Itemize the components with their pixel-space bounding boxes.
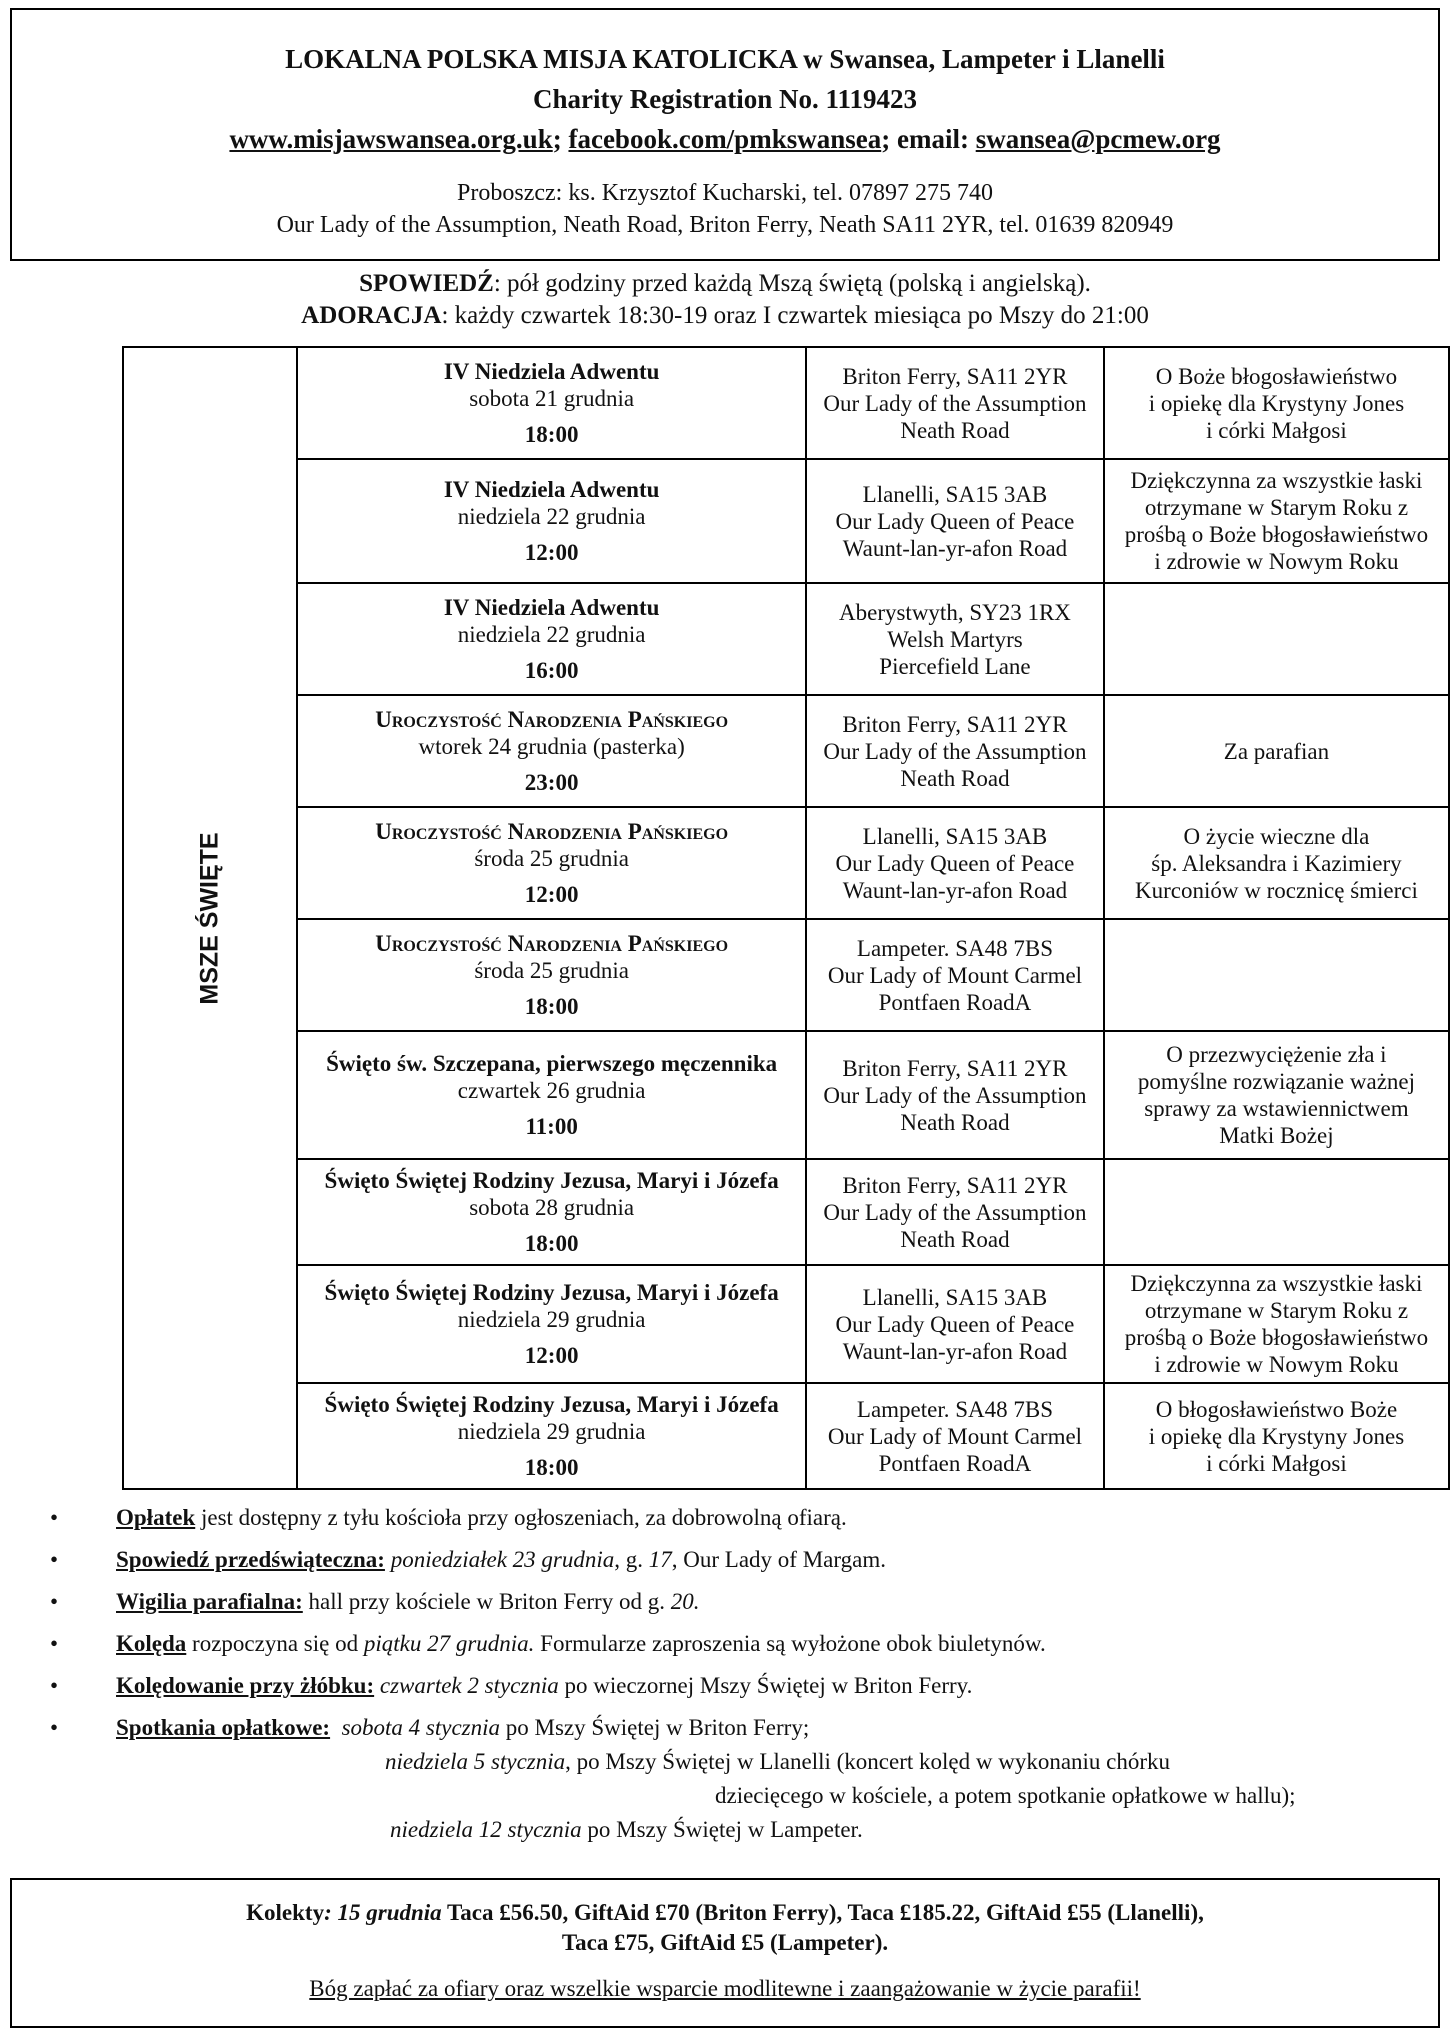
table-row [123,1383,1449,1489]
intention-line: O błogosławieństwo Boże [1155,1396,1398,1422]
event-name: Święto Świętej Rodziny Jezusa, Maryi i Józefa [324,1168,779,1193]
place-line: Piercefield Lane [879,653,1031,679]
intention-cell [1104,459,1449,583]
announcement-date: niedziela 5 stycznia [385,1749,566,1774]
intention-line: Za parafian [1223,738,1330,764]
announcement-text: , g. [614,1547,649,1572]
table-row [123,807,1449,919]
church-address: Our Lady of the Assumption, Neath Road, Briton Ferry, Neath SA11 2YR, tel. 01639 820949 [276,212,1174,238]
table-row [123,583,1449,695]
place-line: Lampeter. SA48 7BS [856,935,1054,961]
intention-line: śp. Aleksandra i Kazimiery [1151,850,1402,876]
event-date: niedziela 22 grudnia [457,504,646,529]
table-row [123,919,1449,1031]
place-line: Aberystwyth, SY23 1RX [839,599,1071,625]
list-item [50,1672,1430,1700]
place-line: Our Lady Queen of Peace [835,508,1075,534]
event-date: czwartek 26 grudnia [457,1078,646,1103]
announcement-hour: 20. [670,1589,700,1614]
event-date: niedziela 29 grudnia [457,1307,646,1332]
announcement-text: Formularze zaproszenia są wyłożone obok biuletynów. [534,1631,1046,1656]
event-time: 18:00 [524,1231,579,1256]
place-cell [806,1031,1104,1159]
event-date: środa 25 grudnia [474,958,629,983]
intention-line: O przezwyciężenie zła i [1166,1042,1387,1067]
event-cell [297,695,806,807]
place-line: Neath Road [900,765,1010,791]
intention-line: i córki Małgosi [1206,417,1347,443]
event-cell [297,1383,806,1489]
event-time: 16:00 [524,658,579,683]
thanks-message: Bóg zapłać za ofiary oraz wszelkie wsparcie modlitewne i zaangażowanie w życie parafii! [309,1976,1141,2001]
place-line: Waunt-lan-yr-afon Road [842,877,1068,903]
intention-line: sprawy za wstawiennictwem [1144,1096,1409,1121]
intention-line: i opiekę dla Krystyny Jones [1148,390,1405,416]
bullet-dot: • [50,1547,59,1572]
place-line: Pontfaen RoadA [878,989,1032,1015]
place-line: Our Lady of the Assumption [823,1199,1087,1225]
place-line: Llanelli, SA15 3AB [862,1284,1048,1310]
announcement-text: po wieczornej Mszy Świętej w Briton Ferry. [558,1673,973,1698]
announcement-label: Kolęda [116,1631,187,1656]
confession-label: SPOWIEDŹ [359,270,494,297]
event-cell [297,1159,806,1265]
place-cell [806,807,1104,919]
intention-line: Dziękczynna za wszystkie łaski [1130,1271,1423,1296]
bullet-dot: • [50,1589,59,1614]
place-line: Our Lady Queen of Peace [835,850,1075,876]
event-name: IV Niedziela Adwentu [443,359,660,384]
announcement-hour: 17 [648,1547,672,1572]
announcement-text: , Our Lady of Margam. [671,1547,886,1572]
intention-cell [1104,695,1449,807]
intention-line: i córki Małgosi [1206,1450,1347,1476]
side-label-cell [123,347,297,1489]
place-line: Our Lady of the Assumption [823,738,1087,764]
place-line: Our Lady of Mount Carmel [827,1423,1083,1449]
event-name: Święto Świętej Rodziny Jezusa, Maryi i Józefa [324,1280,779,1305]
mission-title: LOKALNA POLSKA MISJA KATOLICKA w Swansea, Lampeter i Llanelli [285,44,1165,74]
event-time: 12:00 [524,882,579,907]
table-row [123,1159,1449,1265]
place-cell [806,919,1104,1031]
event-date: niedziela 22 grudnia [457,622,646,647]
announcement-text: rozpoczyna się od [186,1631,364,1656]
header-box [10,8,1440,261]
intention-line: Dziękczynna za wszystkie łaski [1130,468,1423,493]
confession-text: : pół godziny przed każdą Mszą świętą (polską i angielską). [493,270,1091,297]
intention-line: otrzymane w Starym Roku z [1144,1298,1409,1323]
event-time: 12:00 [524,1343,579,1368]
announcement-date: czwartek 2 stycznia [379,1673,559,1698]
intention-line: i zdrowie w Nowym Roku [1154,1352,1399,1377]
table-row [123,459,1449,583]
announcement-continuation [50,1782,1430,1810]
place-line: Our Lady of the Assumption [823,390,1087,416]
intention-cell [1104,347,1449,459]
announcement-date: piątku 27 grudnia. [363,1631,535,1656]
list-item [50,1630,1430,1658]
intention-line: i zdrowie w Nowym Roku [1154,549,1399,574]
list-item [50,1546,1430,1574]
contact-links [12,119,1438,159]
place-line: Briton Ferry, SA11 2YR [842,1172,1068,1198]
facebook-link[interactable]: facebook.com/pmkswansea [568,124,882,154]
event-name: IV Niedziela Adwentu [443,477,660,502]
intention-cell [1104,1159,1449,1265]
event-date: środa 25 grudnia [474,846,629,871]
collections-date: : 15 grudnia [324,1900,442,1925]
pastor-info: Proboszcz: ks. Krzysztof Kucharski, tel. 07897 275 740 [457,180,993,206]
confession-info [0,268,1450,300]
place-line: Our Lady of the Assumption [823,1082,1087,1108]
announcement-text: po Mszy Świętej w Briton Ferry; [500,1715,810,1740]
list-item [50,1588,1430,1616]
place-line: Llanelli, SA15 3AB [862,823,1048,849]
announcement-date: poniedziałek 23 grudnia [390,1547,615,1572]
intention-cell [1104,919,1449,1031]
event-cell [297,807,806,919]
intention-line: prośbą o Boże błogosławieństwo [1124,1325,1429,1350]
place-cell [806,347,1104,459]
bullet-dot: • [50,1715,59,1740]
event-cell [297,347,806,459]
place-cell [806,1159,1104,1265]
place-cell [806,695,1104,807]
side-label: MSZE ŚWIĘTE [195,831,224,1005]
announcement-continuation [50,1816,1430,1844]
event-date: sobota 28 grudnia [469,1195,635,1220]
announcement-continuation [50,1748,1430,1776]
announcement-text: , po Mszy Świętej w Llanelli (koncert kolęd w wykonaniu chórku [565,1749,1171,1774]
event-time: 18:00 [524,994,579,1019]
bullet-dot: • [50,1673,59,1698]
adoration-info [0,300,1450,332]
place-line: Our Lady of Mount Carmel [827,962,1083,988]
announcement-text: hall przy kościele w Briton Ferry od g. [302,1589,671,1614]
event-time: 18:00 [524,1455,579,1480]
adoration-label: ADORACJA [301,302,442,329]
email-link[interactable]: swansea@pcmew.org [975,124,1221,154]
place-line: Neath Road [900,417,1010,443]
intention-cell [1104,1265,1449,1383]
event-cell [297,583,806,695]
announcement-label: Opłatek [116,1505,196,1530]
event-name: IV Niedziela Adwentu [443,595,660,620]
announcement-text: jest dostępny z tyłu kościoła przy ogłoszeniach, za dobrowolną ofiarą. [195,1505,847,1530]
intention-line: Matki Bożej [1219,1123,1334,1148]
collections-line-2: Taca £75, GiftAid £5 (Lampeter). [561,1930,889,1955]
place-line: Neath Road [900,1226,1010,1252]
announcement-label: Spowiedź przedświąteczna: [116,1547,385,1572]
event-date: wtorek 24 grudnia (pasterka) [418,734,685,759]
event-date: sobota 21 grudnia [469,386,635,411]
place-cell [806,459,1104,583]
place-cell [806,1383,1104,1489]
list-item [50,1504,1430,1532]
intention-line: O Boże błogosławieństwo [1155,363,1398,389]
place-line: Briton Ferry, SA11 2YR [842,363,1068,389]
intention-cell [1104,583,1449,695]
event-time: 18:00 [524,422,579,447]
event-name: Święto św. Szczepana, pierwszego męczennika [326,1051,778,1076]
intention-cell [1104,1031,1449,1159]
event-cell [297,1265,806,1383]
intention-cell [1104,1383,1449,1489]
bullet-dot: • [50,1631,59,1656]
website-link[interactable]: www.misjawswansea.org.uk [229,124,553,154]
intention-line: pomyślne rozwiązanie ważnej [1137,1069,1416,1094]
place-cell [806,583,1104,695]
email-label: ; email: [881,124,969,154]
place-line: Briton Ferry, SA11 2YR [842,711,1068,737]
links-separator: ; [552,124,562,154]
list-item [50,1714,1430,1742]
collections-line [12,1898,1438,1928]
event-time: 12:00 [524,540,579,565]
table-row [123,1265,1449,1383]
event-cell [297,459,806,583]
intention-line: otrzymane w Starym Roku z [1144,495,1409,520]
intention-line: prośbą o Boże błogosławieństwo [1124,522,1429,547]
event-name: Uroczystość Narodzenia Pańskiego [375,819,729,844]
announcement-date: niedziela 12 stycznia [390,1817,582,1842]
place-line: Pontfaen RoadA [878,1450,1032,1476]
event-cell [297,919,806,1031]
event-name: Święto Świętej Rodziny Jezusa, Maryi i Józefa [324,1392,779,1417]
place-line: Briton Ferry, SA11 2YR [842,1055,1068,1081]
place-line: Lampeter. SA48 7BS [856,1396,1054,1422]
announcement-label: Spotkania opłatkowe: [116,1715,331,1740]
announcement-label: Wigilia parafialna: [116,1589,303,1614]
announcement-text: po Mszy Świętej w Lampeter. [581,1817,863,1842]
announcement-text: dziecięcego w kościele, a potem spotkanie opłatkowe w hallu); [715,1783,1296,1808]
bullet-dot: • [50,1505,59,1530]
adoration-text: : każdy czwartek 18:30-19 oraz I czwartek miesiąca po Mszy do 21:00 [441,302,1149,329]
event-name: Uroczystość Narodzenia Pańskiego [375,931,729,956]
place-line: Waunt-lan-yr-afon Road [842,535,1068,561]
table-row [123,1031,1449,1159]
collections-text: Taca £56.50, GiftAid £70 (Briton Ferry), Taca £185.22, GiftAid £55 (Llanelli), [441,1900,1204,1925]
intention-line: O życie wieczne dla [1183,823,1370,849]
place-line: Llanelli, SA15 3AB [862,481,1048,507]
place-line: Waunt-lan-yr-afon Road [842,1338,1068,1364]
mass-schedule-table [122,346,1450,1490]
place-line: Welsh Martyrs [887,626,1023,652]
intention-cell [1104,807,1449,919]
table-row [123,347,1449,459]
announcement-label: Kolędowanie przy żłóbku: [116,1673,375,1698]
intention-line: Kurconiów w rocznicę śmierci [1134,877,1418,903]
collections-box [10,1878,1440,2028]
announcements-list [50,1504,1430,1844]
place-cell [806,1265,1104,1383]
event-date: niedziela 29 grudnia [457,1419,646,1444]
charity-number: Charity Registration No. 1119423 [533,84,917,114]
announcement-date: sobota 4 stycznia [341,1715,501,1740]
place-line: Neath Road [900,1109,1010,1135]
event-time: 11:00 [525,1114,578,1139]
intention-line: i opiekę dla Krystyny Jones [1148,1423,1405,1449]
event-time: 23:00 [524,770,579,795]
event-name: Uroczystość Narodzenia Pańskiego [375,707,729,732]
collections-label: Kolekty [246,1900,325,1925]
event-cell [297,1031,806,1159]
place-line: Our Lady Queen of Peace [835,1311,1075,1337]
table-row [123,695,1449,807]
